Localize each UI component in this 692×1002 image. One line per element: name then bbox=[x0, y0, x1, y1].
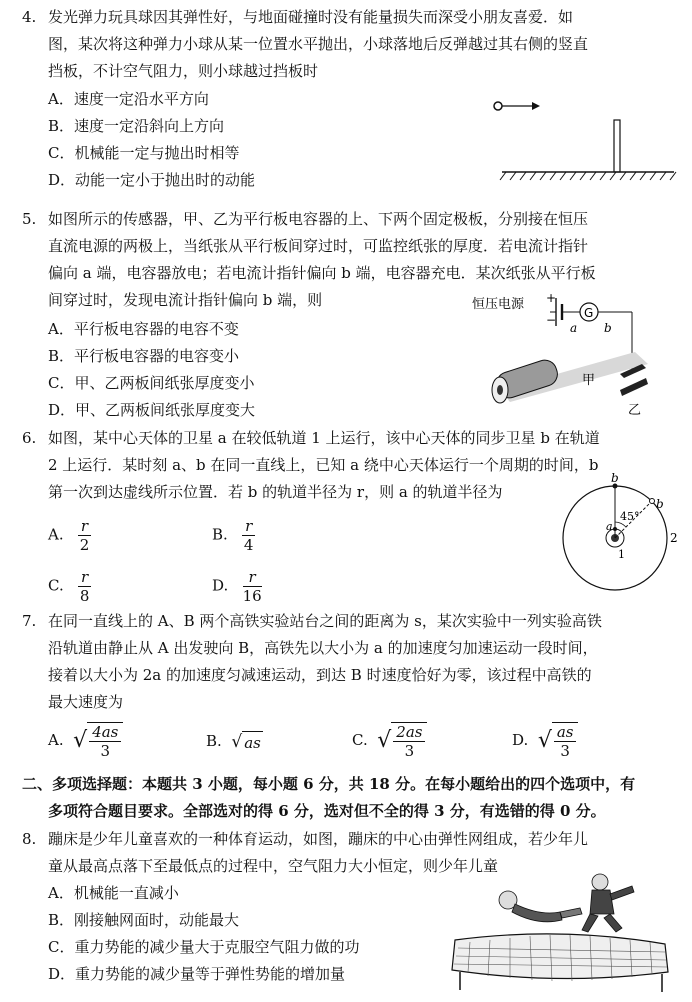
q4-text-line-2: 图，某次将这种弹力小球从某一位置水平抛出，小球落地后反弹越过其右侧的竖直 bbox=[48, 35, 589, 53]
svg-text:1: 1 bbox=[618, 548, 625, 561]
q5-text-line-3: 偏向 a 端，电容器放电；若电流计指针偏向 b 端，电容器充电．某次纸张从平行板 bbox=[48, 264, 596, 282]
q5-option-b: B．平行板电容器的电容变小 bbox=[48, 347, 240, 365]
q4-option-a: A．速度一定沿水平方向 bbox=[48, 90, 209, 108]
q6-figure bbox=[560, 470, 690, 610]
ball-icon bbox=[494, 102, 502, 110]
q8-text-line-2: 童从最高点落下至最低点的过程中，空气阻力大小恒定，则少年儿童 bbox=[48, 857, 499, 875]
q4-number: 4. bbox=[22, 8, 37, 26]
q7-text-line-1: 在同一直线上的 A、B 两个高铁实验站台之间的距离为 s，某次实验中一列实验高铁 bbox=[48, 612, 602, 630]
q6-text-line-3: 第一次到达虚线所示位置．若 b 的轨道半径为 r，则 a 的轨道半径为 bbox=[48, 483, 503, 501]
q8-option-a: A．机械能一直减小 bbox=[48, 884, 179, 902]
q4-option-c: C．机械能一定与抛出时相等 bbox=[48, 144, 240, 162]
q8-option-d: D．重力势能的减少量等于弹性势能的增加量 bbox=[48, 965, 346, 983]
minus-sign: − bbox=[546, 313, 557, 327]
q4-option-b: B．速度一定沿斜向上方向 bbox=[48, 117, 225, 135]
child-lying-icon bbox=[499, 891, 582, 922]
q5-figure bbox=[470, 290, 685, 420]
q4-option-d: D．动能一定小于抛出时的动能 bbox=[48, 171, 256, 189]
q5-option-d: D．甲、乙两板间纸张厚度变大 bbox=[48, 401, 256, 419]
plus-sign: + bbox=[546, 291, 557, 305]
svg-text:45°: 45° bbox=[620, 510, 640, 523]
svg-text:G: G bbox=[584, 306, 594, 320]
q5-text-line-1: 如图所示的传感器，甲、乙为平行板电容器的上、下两个固定极板，分别接在恒压 bbox=[48, 210, 589, 228]
svg-text:a: a bbox=[606, 520, 613, 533]
trampoline-figure bbox=[440, 868, 680, 996]
q5-text-line-4: 间穿过时，发现电流计指针偏向 b 端，则 bbox=[48, 291, 323, 309]
q6-number: 6. bbox=[22, 429, 37, 447]
q8-number: 8. bbox=[22, 830, 37, 848]
q7-option-d: D. √ $\frac{as}{3}$ bbox=[512, 722, 578, 760]
q7-option-a: A. √ $\frac{4as}{3}$ bbox=[48, 722, 123, 760]
svg-text:a: a bbox=[570, 321, 578, 335]
q6-text-line-1: 如图，某中心天体的卫星 a 在较低轨道 1 上运行，该中心天体的同步卫星 b 在轨道 bbox=[48, 429, 600, 447]
q4-figure bbox=[488, 92, 678, 187]
q7-option-b: B. √ as bbox=[206, 732, 261, 753]
section-2-instructions: 多项符合题目要求。全部选对的得 6 分，选对但不全的得 3 分，有选错的得 0 分。 bbox=[48, 802, 606, 820]
child-jumping-icon bbox=[582, 874, 634, 932]
q5-option-a: A．平行板电容器的电容不变 bbox=[48, 320, 239, 338]
svg-text:2: 2 bbox=[670, 531, 678, 545]
q7-text-line-2: 沿轨道由静止从 A 出发驶向 B，高铁先以大小为 a 的加速度匀加速运动一段时间， bbox=[48, 639, 598, 657]
q6-text-line-2: 2 上运行．某时刻 a、b 在同一直线上，已知 a 绕中心天体运行一个周期的时间，b bbox=[48, 456, 599, 474]
q7-text-line-3: 接着以大小为 2a 的加速度匀减速运动，到达 B 时速度恰好为零，该过程中高铁的 bbox=[48, 666, 592, 684]
q8-text-line-1: 蹦床是少年儿童喜欢的一种体育运动，如图，蹦床的中心由弹性网组成，若少年儿 bbox=[48, 830, 589, 848]
q7-text-line-4: 最大速度为 bbox=[48, 693, 124, 711]
q8-option-b: B．刚接触网面时，动能最大 bbox=[48, 911, 240, 929]
svg-text:乙: 乙 bbox=[628, 403, 642, 418]
barrier-icon bbox=[614, 120, 620, 172]
q5-number: 5. bbox=[22, 210, 37, 228]
q4-text-line-1: 发光弹力玩具球因其弹性好，与地面碰撞时没有能量损失而深受小朋友喜爱．如 bbox=[48, 8, 574, 26]
power-source-label: 恒压电源 bbox=[472, 297, 525, 312]
q6-option-b: B. $\frac{r}{4}$ bbox=[212, 517, 254, 554]
svg-text:b: b bbox=[656, 497, 664, 511]
q7-number: 7. bbox=[22, 612, 37, 630]
q7-option-c: C. √ $\frac{2as}{3}$ bbox=[352, 722, 427, 760]
q6-option-c: C. $\frac{r}{8}$ bbox=[48, 568, 90, 605]
svg-text:b: b bbox=[604, 321, 612, 335]
q5-text-line-2: 直流电源的两极上，当纸张从平行板间穿过时，可监控纸张的厚度．若电流计指针 bbox=[48, 237, 589, 255]
q6-option-a: A. $\frac{r}{2}$ bbox=[48, 517, 90, 554]
section-2-heading: 二、多项选择题：本题共 3 小题，每小题 6 分，共 18 分。在每小题给出的四个选项中，有 bbox=[22, 775, 636, 793]
q8-option-c: C．重力势能的减少量大于克服空气阻力做的功 bbox=[48, 938, 360, 956]
svg-text:甲: 甲 bbox=[582, 373, 596, 388]
q6-option-d: D. $\frac{r}{16}$ bbox=[212, 568, 262, 605]
q4-text-line-3: 挡板，不计空气阻力，则小球越过挡板时 bbox=[48, 62, 319, 80]
plate-yi-icon bbox=[620, 378, 648, 396]
q5-option-c: C．甲、乙两板间纸张厚度变小 bbox=[48, 374, 255, 392]
svg-text:b: b bbox=[611, 471, 619, 485]
